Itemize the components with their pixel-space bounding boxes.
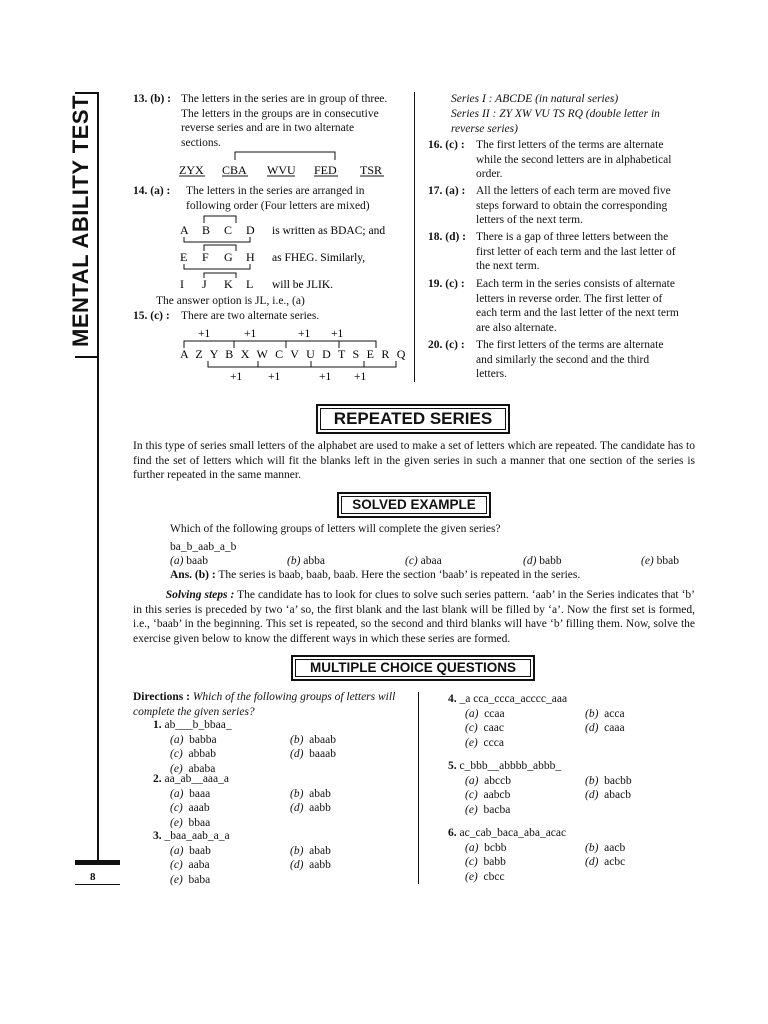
mcq-q1-option-d: (d) baaab (290, 748, 336, 760)
q13-diagram (175, 146, 405, 180)
svg-text:I: I (180, 277, 184, 291)
svg-text:+1: +1 (319, 371, 332, 383)
q13-group-1: ZYX (179, 163, 204, 177)
q17-num: 17. (a) : (428, 185, 466, 197)
q13-group-4: FED (314, 163, 337, 177)
mcq-q4-option-c: (c) caac (465, 722, 504, 734)
mcq-q5-option-a: (a) abccb (465, 774, 511, 787)
mcq-q3-option-c: (c) aaba (170, 859, 210, 871)
mcq-q3-option-d: (d) aabb (290, 859, 331, 871)
column-divider-top (414, 92, 415, 382)
mcq-question-3: 3. _baa_aab_a_a (153, 830, 230, 842)
series-2-note: Series II : ZY XW VU TS RQ (double letter in reverse series) (451, 108, 660, 135)
svg-text:C: C (224, 223, 233, 237)
q20-text: The first letters of the terms are alternate and similarly the second and the third letters. (476, 339, 664, 380)
q17-text: All the letters of each term are moved five steps forward to obtain the corresponding letters of the next term. (476, 185, 671, 226)
mcq-q2-option-d: (d) aabb (290, 802, 331, 814)
q14-text: The letters in the series are arranged in following order (Four letters are mixed) (186, 185, 370, 212)
mcq-q5-option-c: (c) aabcb (465, 789, 511, 801)
mcq-q6-option-c: (c) babb (465, 856, 506, 868)
q14-diagram (178, 212, 408, 294)
mcq-q1-option-e: (e) ababa (170, 762, 216, 775)
mcq-question-5: 5. c_bbb__abbbb_abbb_ (448, 760, 562, 772)
svg-text:+1: +1 (331, 328, 344, 340)
svg-text:D: D (246, 223, 255, 237)
q13-group-5: TSR (360, 163, 383, 177)
svg-text:F: F (202, 250, 209, 264)
solved-option-d: (d) babb (523, 555, 562, 567)
q19-num: 19. (c) : (428, 278, 465, 290)
page-number-bar (75, 860, 120, 865)
q14-answer: The answer option is JL, i.e., (a) (156, 295, 305, 307)
mcq-q6-option-d: (d) acbc (585, 856, 626, 868)
mcq-question-1: 1. ab___b_bbaa_ (153, 719, 232, 731)
mcq-question-4: 4. _a cca_ccca_acccc_aaa (448, 693, 568, 705)
mcq-q6-option-e: (e) cbcc (465, 870, 505, 883)
q15-diagram (176, 324, 411, 386)
solved-option-c: (c) abaa (405, 555, 442, 567)
q13-group-3: WVU (267, 163, 296, 177)
mcq-q3-option-a: (a) baab (170, 844, 211, 857)
q18-num: 18. (d) : (428, 231, 467, 243)
mcq-q1-option-a: (a) babba (170, 733, 217, 746)
solved-question: Which of the following groups of letters will complete the given series? (170, 523, 501, 535)
q13-group-2: CBA (222, 163, 247, 177)
q20-num: 20. (c) : (428, 339, 465, 351)
mcq-q3-option-b: (b) abab (290, 844, 331, 857)
mcq-q6-option-b: (b) aacb (585, 841, 626, 854)
mcq-q5-option-d: (d) abacb (585, 789, 631, 801)
q13-text: The letters in the series are in group of three. The letters in the groups are in consecutive reverse series and are in two alternate sections. (181, 93, 388, 149)
solved-option-e: (e) bbab (641, 555, 679, 567)
q18-text: There is a gap of three letters between the first letter of each term and the last letter of the next term. (476, 231, 676, 272)
mcq-q2-option-c: (c) aaab (170, 802, 210, 814)
svg-text:+1: +1 (354, 371, 367, 383)
solved-example-heading: SOLVED EXAMPLE (337, 492, 491, 518)
svg-text:A: A (180, 223, 189, 237)
mcq-q1-option-c: (c) abbab (170, 748, 216, 760)
q19-text: Each term in the series consists of alternate letters in reverse order. The first letter of each term and the last letter of the next term are also alternate. (476, 278, 679, 334)
svg-text:G: G (224, 250, 233, 264)
svg-text:+1: +1 (298, 328, 311, 340)
q15-num: 15. (c) : (133, 310, 170, 322)
svg-text:E: E (180, 250, 188, 264)
solved-series: ba_b_aab_a_b (170, 541, 237, 553)
q14-num: 14. (a) : (133, 185, 171, 197)
svg-text:L: L (246, 277, 254, 291)
q14-row1-text: is written as BDAC; and (272, 225, 386, 237)
q15-text: There are two alternate series. (181, 310, 320, 322)
svg-text:+1: +1 (268, 371, 281, 383)
mcq-q4-option-e: (e) ccca (465, 736, 504, 749)
svg-text:H: H (246, 250, 255, 264)
q13-num: 13. (b) : (133, 93, 172, 105)
mcq-question-2: 2. aa_ab__aaa_a (153, 773, 229, 785)
page-number: 8 (90, 871, 96, 883)
svg-text:+1: +1 (244, 328, 257, 340)
mcq-q2-option-a: (a) baaa (170, 787, 211, 800)
repeated-series-heading: REPEATED SERIES (316, 404, 510, 434)
q16-text: The first letters of the terms are alternate while the second letters are in alphabetical order. (476, 139, 672, 180)
solved-option-a: (a) baab (170, 555, 209, 567)
q14-row2-text: as FHEG. Similarly, (272, 252, 366, 264)
mcq-q2-option-b: (b) abab (290, 787, 331, 800)
repeated-series-intro: In this type of series small letters of the alphabet are used to make a set of letters which are repeated. The candidate has to find the set of letters which will fit the blanks left in the given series in such a manner that one section of the series is further repeated in the same manner. (133, 440, 695, 481)
mcq-question-6: 6. ac_cab_baca_aba_acac (448, 827, 567, 839)
svg-text:+1: +1 (198, 328, 211, 340)
solved-option-b: (b) abba (287, 555, 326, 567)
mcq-q5-option-b: (b) bacbb (585, 774, 632, 787)
svg-text:J: J (202, 277, 207, 291)
svg-text:B: B (202, 223, 211, 237)
column-divider-mcq (418, 692, 419, 884)
mcq-directions: Directions : Which of the following groups of letters will complete the given series? (133, 691, 396, 718)
mcq-q1-option-b: (b) abaab (290, 733, 336, 746)
mcq-heading: MULTIPLE CHOICE QUESTIONS (291, 655, 535, 681)
mcq-q3-option-e: (e) baba (170, 873, 211, 886)
solved-answer: Ans. (b) : The series is baab, baab, baab. Here the section ‘baab’ is repeated in the series. (170, 569, 581, 581)
mcq-q4-option-d: (d) caaa (585, 722, 625, 734)
q14-row3-text: will be JLIK. (272, 279, 334, 291)
mcq-q4-option-b: (b) acca (585, 707, 625, 720)
series-1-note: Series I : ABCDE (in natural series) (451, 93, 619, 105)
mcq-q2-option-e: (e) bbaa (170, 816, 211, 829)
solving-steps: Solving steps : The candidate has to look for clues to solve such series pattern. ‘aab’ in the Series indicates that ‘b’ in this series is preceded by two ‘a’ so, the first blank and the last blank will be filled by ‘a’. Now the first set is formed, i.e., ‘baab’ in the beginning. This set is repeated, so the second and third blanks will have ‘b’ filling them. Now, solve the exercise given below to know the different ways in which these series are formed. (133, 589, 696, 645)
mcq-q5-option-e: (e) bacba (465, 803, 511, 816)
page-number-rule (75, 884, 120, 885)
svg-text:+1: +1 (230, 371, 243, 383)
q16-num: 16. (c) : (428, 139, 465, 151)
q15-series: A Z Y B X W C V U D T S E R Q (180, 347, 408, 361)
svg-text:K: K (224, 277, 233, 291)
mcq-q6-option-a: (a) bcbb (465, 841, 507, 854)
side-title: MENTAL ABILITY TEST (68, 95, 93, 347)
mcq-q4-option-a: (a) ccaa (465, 707, 505, 720)
margin-rule (97, 354, 99, 862)
